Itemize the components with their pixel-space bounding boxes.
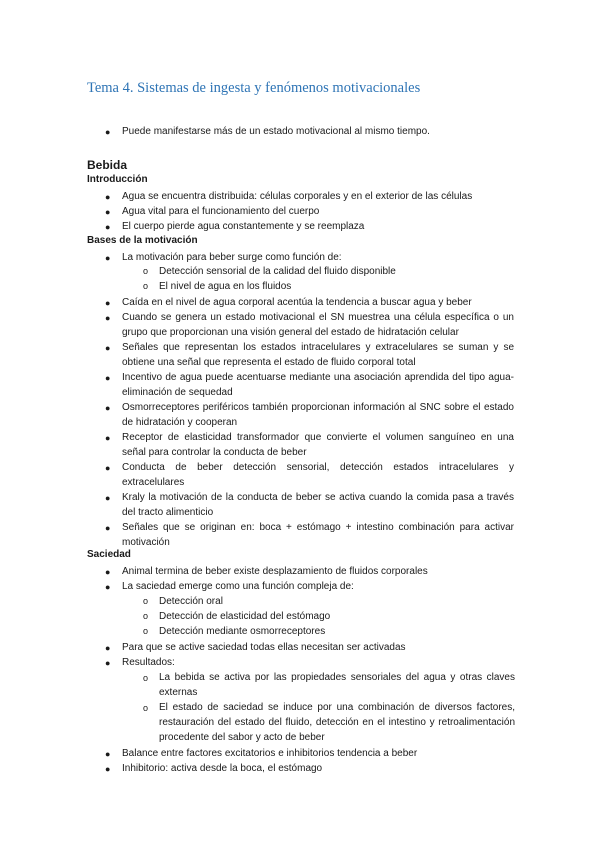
section-heading: Bebida [87, 158, 128, 172]
sub-list-item: El nivel de agua en los fluidos [159, 281, 292, 292]
bullet-icon: ● [105, 403, 111, 413]
list-item: Caída en el nivel de agua corporal acentúa la tendencia a buscar agua y beber [122, 297, 472, 308]
bullet-icon: ● [105, 313, 111, 323]
subheading-introduccion: Introducción [87, 174, 148, 185]
sub-bullet-icon: o [143, 611, 149, 621]
sub-bullet-icon: o [143, 596, 149, 606]
bullet-icon: ● [105, 523, 111, 533]
list-item: Conducta de beber detección sensorial, detección estados intracelulares y extracelulares [122, 462, 514, 488]
sub-list-item: Detección oral [159, 596, 223, 607]
sub-bullet-icon: o [143, 281, 149, 291]
bullet-icon: ● [105, 643, 111, 653]
list-item: Balance entre factores excitatorios e inhibitorios tendencia a beber [122, 748, 418, 759]
bullet-icon: ● [105, 298, 111, 308]
list-item: Para que se active saciedad todas ellas necesitan ser activadas [122, 642, 406, 653]
list-item: Cuando se genera un estado motivacional el SN muestrea una célula específica o un grupo que proporcionan una visión general del estado de hidratación celular [122, 312, 514, 338]
bullet-icon: ● [105, 207, 111, 217]
sub-list-item: El estado de saciedad se induce por una combinación de diversos factores, restauración del estado del fluido, detección en el intestino y retroalimentación procedente del sabor y acto de beber [159, 702, 515, 743]
sub-list-item: Detección sensorial de la calidad del fluido disponible [159, 266, 396, 277]
bullet-icon: ● [105, 582, 111, 592]
bullet-icon: ● [105, 658, 111, 668]
bullet-icon: ● [105, 253, 111, 263]
bullet-icon: ● [105, 433, 111, 443]
bullet-icon: ● [105, 463, 111, 473]
sub-bullet-icon: o [143, 266, 149, 276]
sub-list-item: La bebida se activa por las propiedades sensoriales del agua y otras claves externas [159, 672, 515, 698]
list-item: La saciedad emerge como una función compleja de: [122, 581, 354, 592]
list-item: El cuerpo pierde agua constantemente y se reemplaza [122, 221, 365, 232]
list-item: Resultados: [122, 657, 175, 668]
list-item: Osmorreceptores periféricos también proporcionan información al SNC sobre el estado de hidratación y cooperan [122, 402, 514, 428]
intro-bullet-text: Puede manifestarse más de un estado motivacional al mismo tiempo. [122, 126, 430, 137]
subheading-bases: Bases de la motivación [87, 235, 198, 246]
sub-bullet-icon: o [143, 673, 149, 683]
list-item: La motivación para beber surge como función de: [122, 252, 342, 263]
bullet-icon: ● [105, 222, 111, 232]
bullet-icon: ● [105, 749, 111, 759]
bullet-icon: ● [105, 373, 111, 383]
list-item: Receptor de elasticidad transformador que convierte el volumen sanguíneo en una señal para controlar la conducta de beber [122, 432, 514, 458]
bullet-icon: ● [105, 493, 111, 503]
bullet-icon: ● [105, 343, 111, 353]
subheading-saciedad: Saciedad [87, 549, 131, 560]
sub-bullet-icon: o [143, 703, 149, 713]
list-item: Agua se encuentra distribuida: células corporales y en el exterior de las células [122, 191, 473, 202]
list-item: Agua vital para el funcionamiento del cuerpo [122, 206, 320, 217]
list-item: Señales que se originan en: boca + estómago + intestino combinación para activar motivación [122, 522, 514, 548]
list-item: Inhibitorio: activa desde la boca, el estómago [122, 763, 323, 774]
bullet-icon: ● [105, 192, 111, 202]
list-item: Incentivo de agua puede acentuarse mediante una asociación aprendida del tipo agua-eliminación de sequedad [122, 372, 514, 398]
sub-bullet-icon: o [143, 626, 149, 636]
sub-list-item: Detección de elasticidad del estómago [159, 611, 331, 622]
list-item: Animal termina de beber existe desplazamiento de fluidos corporales [122, 566, 428, 577]
bullet-icon: ● [105, 567, 111, 577]
list-item: Kraly la motivación de la conducta de beber se activa cuando la comida pasa a través del tracto alimenticio [122, 492, 514, 518]
page-title: Tema 4. Sistemas de ingesta y fenómenos motivacionales [87, 80, 421, 96]
list-item: Señales que representan los estados intracelulares y extracelulares se suman y se obtiene una señal que representa el estado de fluido corporal total [122, 342, 514, 368]
sub-list-item: Detección mediante osmorreceptores [159, 626, 326, 637]
bullet-icon: ● [105, 764, 111, 774]
bullet-icon: ● [105, 127, 111, 137]
